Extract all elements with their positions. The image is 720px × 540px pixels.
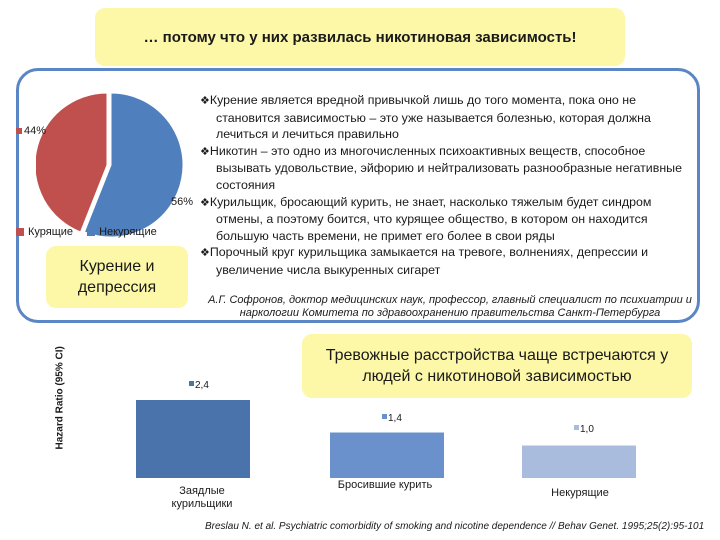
diamond-bullet-icon: ❖	[200, 246, 210, 260]
bar	[330, 433, 444, 479]
bar-value-label: 1,4	[388, 413, 402, 424]
category-label: Заядлые курильщики	[171, 485, 233, 510]
pie-label-smokers-text: 44%	[24, 125, 47, 137]
bar-value-label: 2,4	[195, 380, 209, 391]
chart-subtitle-text: Тревожные расстройства чаще встречаются у людей с никотиновой зависимостью	[325, 347, 669, 385]
bullet-text: Порочный круг курильщика замыкается на тревоге, волнениях, депрессии и увеличение числа выкуренных сигарет	[209, 245, 649, 277]
bar	[136, 400, 250, 478]
legend-label-nonsmokers: Некурящие	[99, 226, 157, 238]
y-axis-label-text: Hazard Ratio (95% CI)	[54, 346, 66, 450]
value-label-marker	[382, 414, 387, 419]
bullet-text: Никотин – это одно из многочисленных психоактивных веществ, способное вызывать удовольствие, эйфорию и нейтрализовать разнообразные негативные состояния	[209, 143, 682, 192]
pie-label-nonsmokers-text: 56%	[171, 196, 194, 208]
author-quote: А.Г. Софронов, доктор медицинских наук, профессор, главный специалист по психиатрии и наркологии Комитета по здравоохранению правительства Санкт-Петербурга	[208, 294, 692, 319]
bullet-text: Курильщик, бросающий курить, не знает, насколько тяжелым будет синдром отмены, а поэтому боится, что курящее общество, в котором он находится большую часть времени, не примет его более в свои ряды	[209, 194, 652, 243]
category-label: Некурящие	[551, 487, 609, 499]
value-label-marker	[574, 425, 579, 430]
citation: Breslau N. et al. Psychiatric comorbidity of smoking and nicotine dependence // Behav Genet. 1995;25(2):95-101	[205, 521, 705, 532]
legend-label-smokers: Курящие	[28, 226, 74, 238]
diamond-bullet-icon: ❖	[200, 144, 210, 158]
diamond-bullet-icon: ❖	[200, 195, 210, 209]
bullet-text: Курение является вредной привычкой лишь до того момента, пока оно не становится зависимостью – это уже называется болезнью, которая должна лечиться и лечиться правильно	[209, 93, 651, 142]
page-title-text: … потому что у них развилась никотиновая зависимость!	[143, 28, 577, 46]
bar-value-label: 1,0	[580, 424, 594, 435]
bar	[522, 446, 636, 479]
category-label: Бросившие курить	[337, 479, 433, 491]
depression-box-text: Курение и депрессия	[77, 258, 157, 296]
diamond-bullet-icon: ❖	[200, 94, 210, 107]
value-label-marker	[189, 381, 194, 386]
